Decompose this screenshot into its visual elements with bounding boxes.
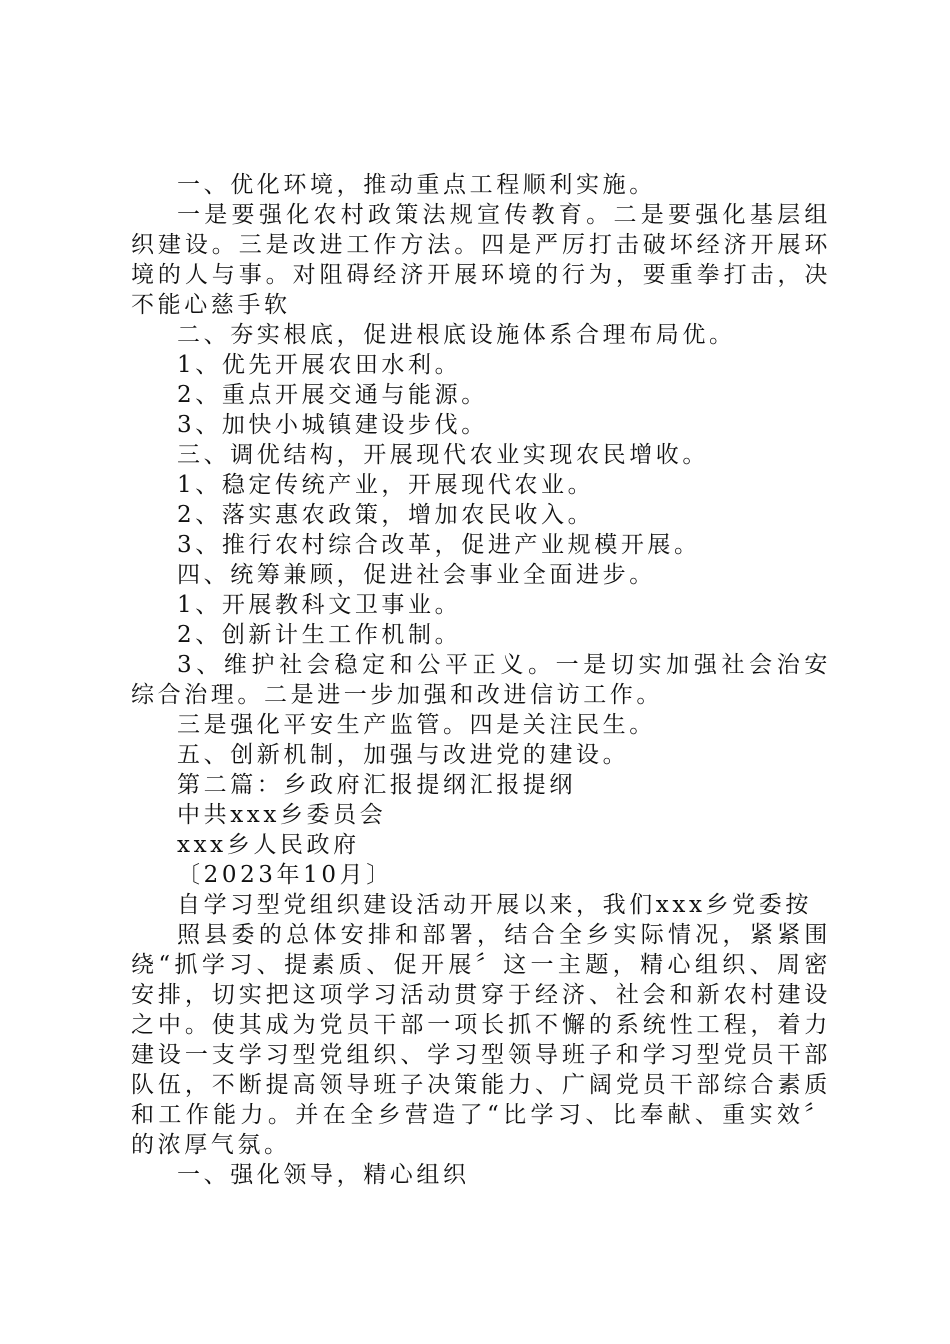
section-heading-5: 五、创新机制，加强与改进党的建设。 (177, 742, 630, 768)
list-item: 3、维护社会稳定和公平正义。一是切实加强社会治安综合治理。二是进一步加强和改进信访工作。 (131, 652, 831, 708)
list-item: 2、重点开展交通与能源。 (177, 382, 488, 408)
date-line: 〔2023年10月〕 (177, 862, 393, 888)
section-heading-1: 一、优化环境，推动重点工程顺利实施。 (177, 172, 656, 198)
section-heading-2: 二、夯实根底，促进根底设施体系合理布局优。 (177, 322, 736, 348)
list-item: 1、稳定传统产业，开展现代农业。 (177, 472, 595, 498)
section-heading: 一、强化领导，精心组织 (177, 1162, 470, 1188)
section-heading-4: 四、统筹兼顾，促进社会事业全面进步。 (177, 562, 656, 588)
list-item: 3、推行农村综合改革，促进产业规模开展。 (177, 532, 701, 558)
document-body (131, 170, 831, 1190)
paragraph: 照县委的总体安排和部署，结合全乡实际情况，紧紧围绕“抓学习、提素质、促开展〞这一主题，精心组织、周密安排，切实把这项学习活动贯穿于经济、社会和新农村建设之中。使其成为党员干部一项长抓不懈的系统性工程，着力建设一支学习型党组织、学习型领导班子和学习型党员干部队伍，不断提高领导班子决策能力、广阔党员干部综合素质和工作能力。并在全乡营造了“比学习、比奉献、重实效〞的浓厚气氛。 (131, 922, 831, 1158)
paragraph: 一是要强化农村政策法规宣传教育。二是要强化基层组织建设。三是改进工作方法。四是严厉打击破坏经济开展环境的人与事。对阻碍经济开展环境的行为，要重拳打击，决不能心慈手软 (131, 202, 831, 318)
list-item: 1、开展教科文卫事业。 (177, 592, 462, 618)
list-item: 3、加快小城镇建设步伐。 (177, 412, 488, 438)
author-line: 中共xxx乡委员会 (177, 802, 387, 828)
list-item: 2、落实惠农政策，增加农民收入。 (177, 502, 595, 528)
list-item: 1、优先开展农田水利。 (177, 352, 462, 378)
chapter-title: 第二篇：乡政府汇报提纲汇报提纲 (177, 772, 576, 798)
paragraph: 三是强化平安生产监管。四是关注民生。 (177, 712, 656, 738)
paragraph: 自学习型党组织建设活动开展以来，我们xxx乡党委按 (177, 892, 812, 918)
section-heading-3: 三、调优结构，开展现代农业实现农民增收。 (177, 442, 709, 468)
author-line: xxx乡人民政府 (177, 832, 360, 858)
list-item: 2、创新计生工作机制。 (177, 622, 462, 648)
